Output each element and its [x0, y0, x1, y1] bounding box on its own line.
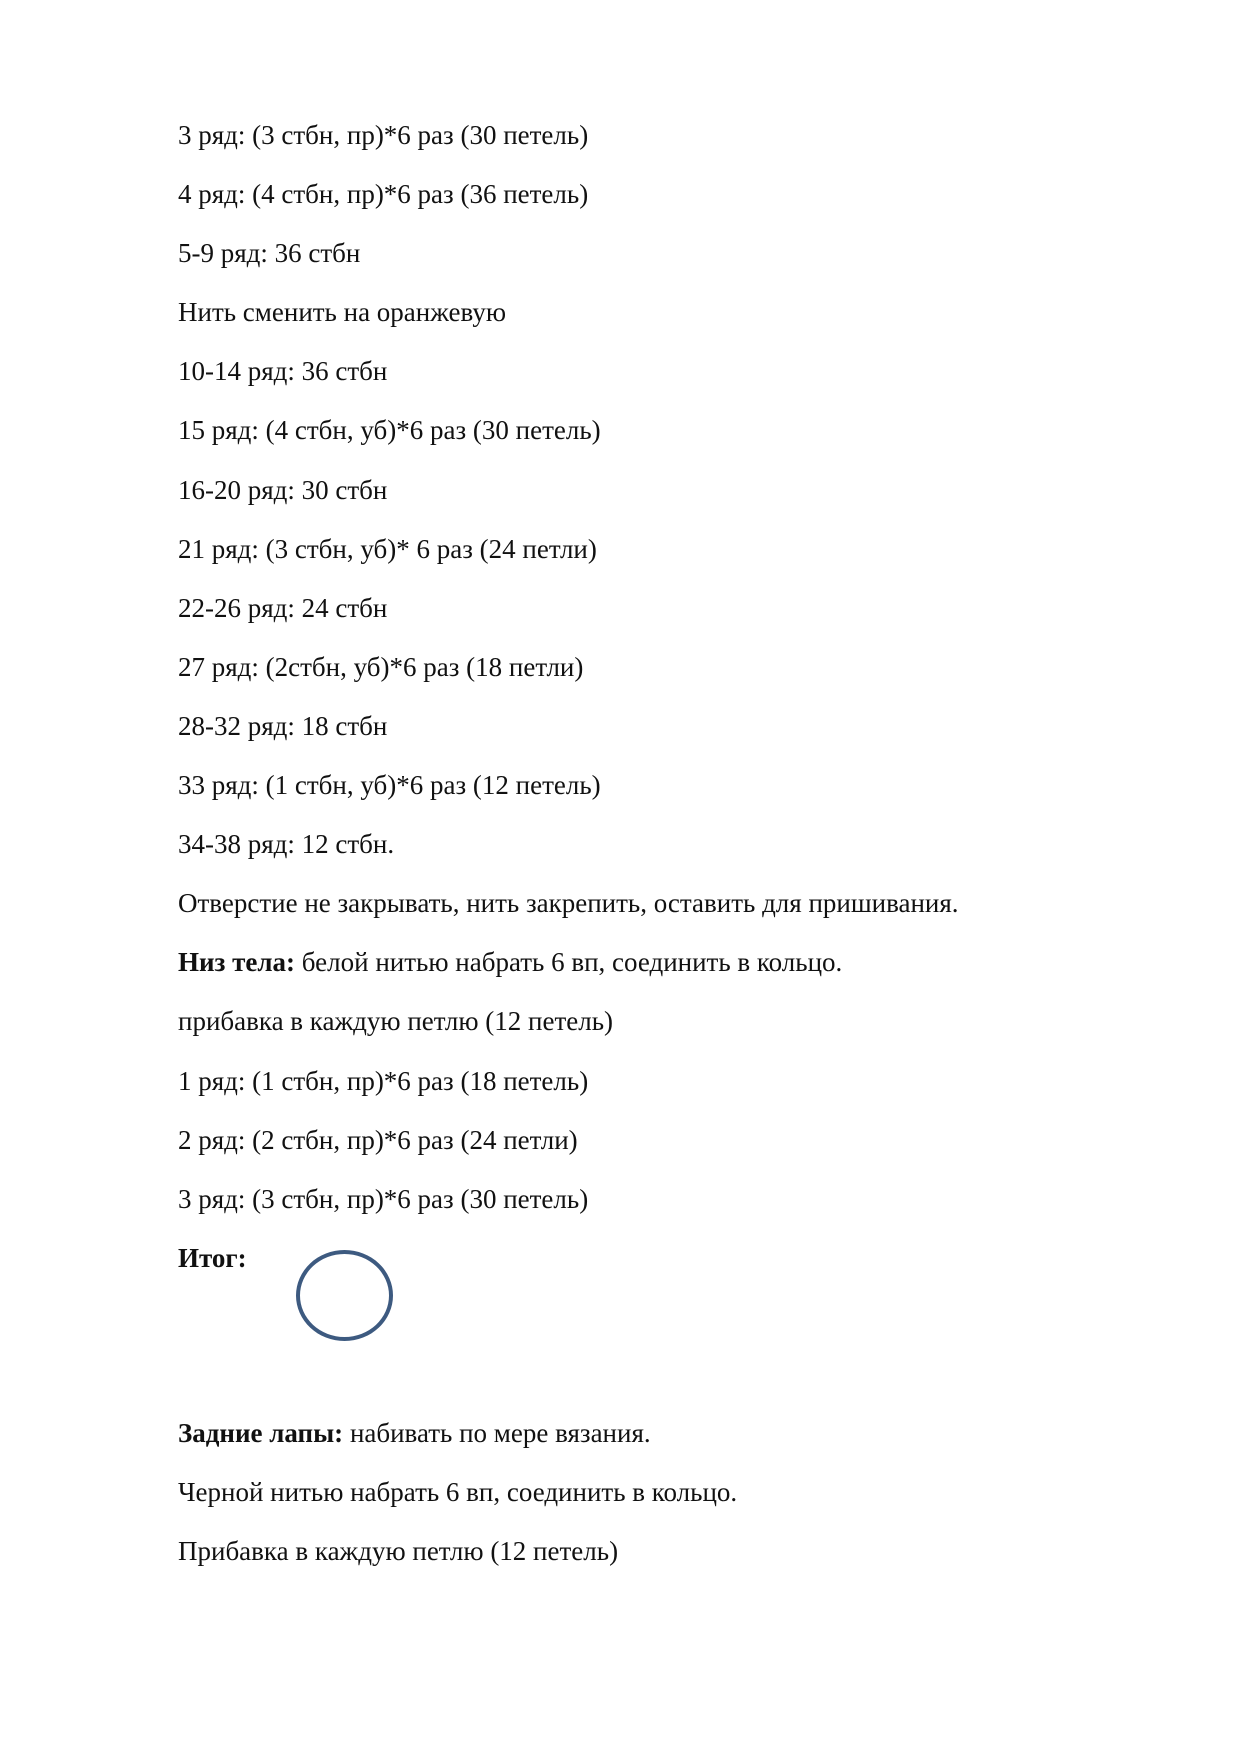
row-2-line: 2 ряд: (2 стбн, пр)*6 раз (24 петли)	[178, 1125, 578, 1155]
row-3-line: 3 ряд: (3 стбн, пр)*6 раз (30 петель)	[178, 120, 589, 150]
row-15-line: 15 ряд: (4 стбн, уб)*6 раз (30 петель)	[178, 415, 601, 445]
row-4-line: 4 ряд: (4 стбн, пр)*6 раз (36 петель)	[178, 179, 589, 209]
row-3b-line: 3 ряд: (3 стбн, пр)*6 раз (30 петель)	[178, 1184, 589, 1214]
result-line	[178, 1242, 247, 1274]
row-21-line: 21 ряд: (3 стбн, уб)* 6 раз (24 петли)	[178, 534, 597, 564]
change-thread-line: Нить сменить на оранжевую	[178, 297, 507, 327]
rows-10-14-line: 10-14 ряд: 36 стбн	[178, 356, 388, 386]
result-heading: Итог:	[178, 1243, 247, 1273]
body-bottom-text: белой нитью набрать 6 вп, соединить в кольцо.	[295, 947, 843, 977]
hind-legs-line	[178, 1417, 651, 1449]
row-27-line: 27 ряд: (2стбн, уб)*6 раз (18 петли)	[178, 652, 584, 682]
rows-28-32-line: 28-32 ряд: 18 стбн	[178, 711, 388, 741]
increase-line: прибавка в каждую петлю (12 петель)	[178, 1006, 614, 1036]
rows-16-20-line: 16-20 ряд: 30 стбн	[178, 475, 388, 505]
result-circle-shape	[296, 1250, 393, 1341]
hind-legs-heading: Задние лапы:	[178, 1418, 344, 1448]
increase-each-loop-line: Прибавка в каждую петлю (12 петель)	[178, 1536, 619, 1566]
body-bottom-line	[178, 946, 842, 978]
hind-legs-text: набивать по мере вязания.	[343, 1418, 651, 1448]
row-1-line: 1 ряд: (1 стбн, пр)*6 раз (18 петель)	[178, 1066, 589, 1096]
rows-22-26-line: 22-26 ряд: 24 стбн	[178, 593, 388, 623]
opening-note-line: Отверстие не закрывать, нить закрепить, оставить для пришивания.	[178, 888, 959, 918]
black-thread-line: Черной нитью набрать 6 вп, соединить в кольцо.	[178, 1477, 738, 1507]
body-bottom-heading: Низ тела:	[178, 947, 296, 977]
rows-5-9-line: 5-9 ряд: 36 стбн	[178, 238, 361, 268]
row-33-line: 33 ряд: (1 стбн, уб)*6 раз (12 петель)	[178, 770, 601, 800]
rows-34-38-line: 34-38 ряд: 12 стбн.	[178, 829, 395, 859]
